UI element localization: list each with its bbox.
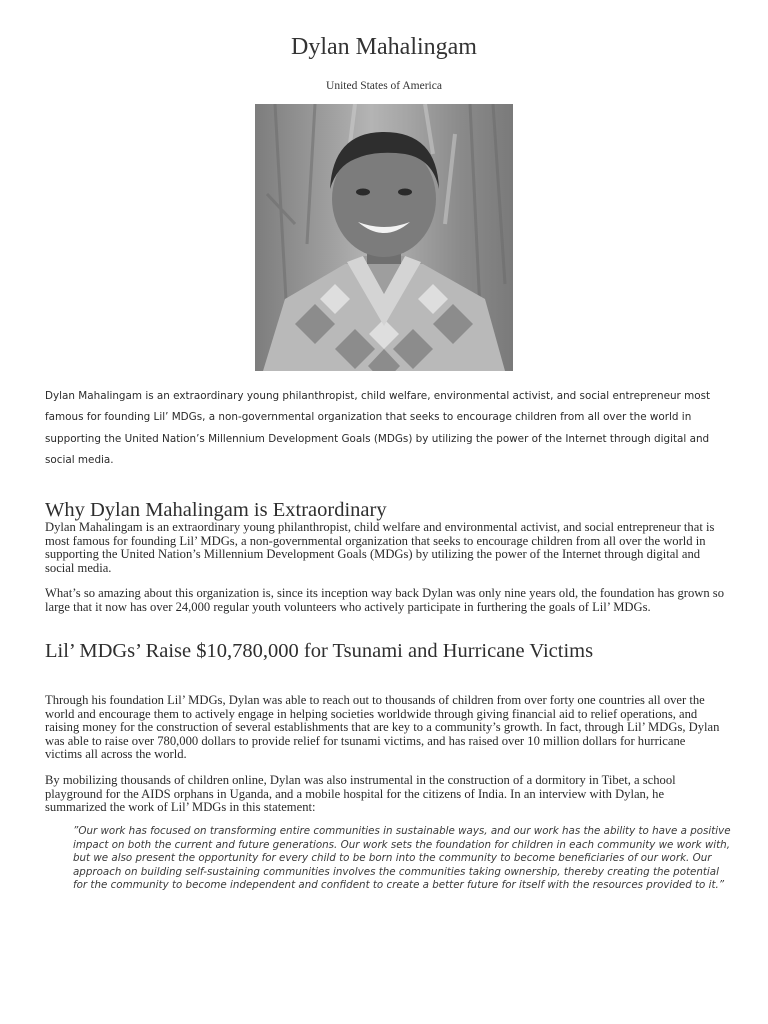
- raise-paragraph-1: Through his foundation Lil’ MDGs, Dylan was able to reach out to thousands of children from over forty one countries all over the world and encourage them to actively engage in helping societies worldwide through giving financial aid to relief operations, and raising money for the construction of several establishments that are key to a community’s growth. In fact, through Lil’ MDGs, Dylan was able to raise over 780,000 dollars to provide relief for tsunami victims, and has raised over 10 million dollars for hurricane victims all across the world.: [45, 693, 720, 762]
- interview-quote: ”Our work has focused on transforming entire communities in sustainable ways, and our work has the ability to have a positive impact on both the current and future generations. Our work sets the foundation for children in each community we work with, but we also present the opportunity for every child to be born into the community to become beneficiaries of our work. Our approach on building self-sustaining communities involves the communities taking ownership, thereby creating the potential for the community to become independent and confident to create a better future for itself with the resources provided to it.”: [73, 825, 731, 891]
- intro-paragraph: Dylan Mahalingam is an extraordinary young philanthropist, child welfare, environmental activist, and social entrepreneur most famous for founding Lil’ MDGs, a non-governmental organization that seeks to encourage children from all over the world in supporting the United Nation’s Millennium Development Goals (MDGs) by utilizing the power of the Internet through digital and social media.: [45, 390, 711, 466]
- portrait-illustration: [255, 104, 513, 371]
- portrait-photo: [255, 104, 513, 371]
- section-heading-raise: Lil’ MDGs’ Raise $10,780,000 for Tsunami and Hurricane Victims: [45, 640, 594, 662]
- why-paragraph-2: What’s so amazing about this organization is, since its inception way back Dylan was only nine years old, the foundation has grown so large that it now has over 24,000 regular youth volunteers who actively participate in furthering the goals of Lil’ MDGs.: [45, 586, 724, 614]
- page-title: Dylan Mahalingam: [291, 34, 477, 60]
- raise-paragraph-2: By mobilizing thousands of children online, Dylan was also instrumental in the construction of a dormitory in Tibet, a school playground for the AIDS orphans in Uganda, and a mobile hospital for the citizens of India. In an interview with Dylan, he summarized the work of Lil’ MDGs in this statement:: [45, 773, 676, 815]
- why-paragraph-1: Dylan Mahalingam is an extraordinary young philanthropist, child welfare and environmental activist, and social entrepreneur that is most famous for founding Lil’ MDGs, a non-governmental organization that seeks to encourage children from all over the world in supporting the United Nation’s Millennium Development Goals (MDGs) by utilizing the power of the Internet through digital and social media.: [45, 520, 715, 575]
- section-heading-why: Why Dylan Mahalingam is Extraordinary: [45, 499, 387, 521]
- country-label: United States of America: [326, 80, 442, 92]
